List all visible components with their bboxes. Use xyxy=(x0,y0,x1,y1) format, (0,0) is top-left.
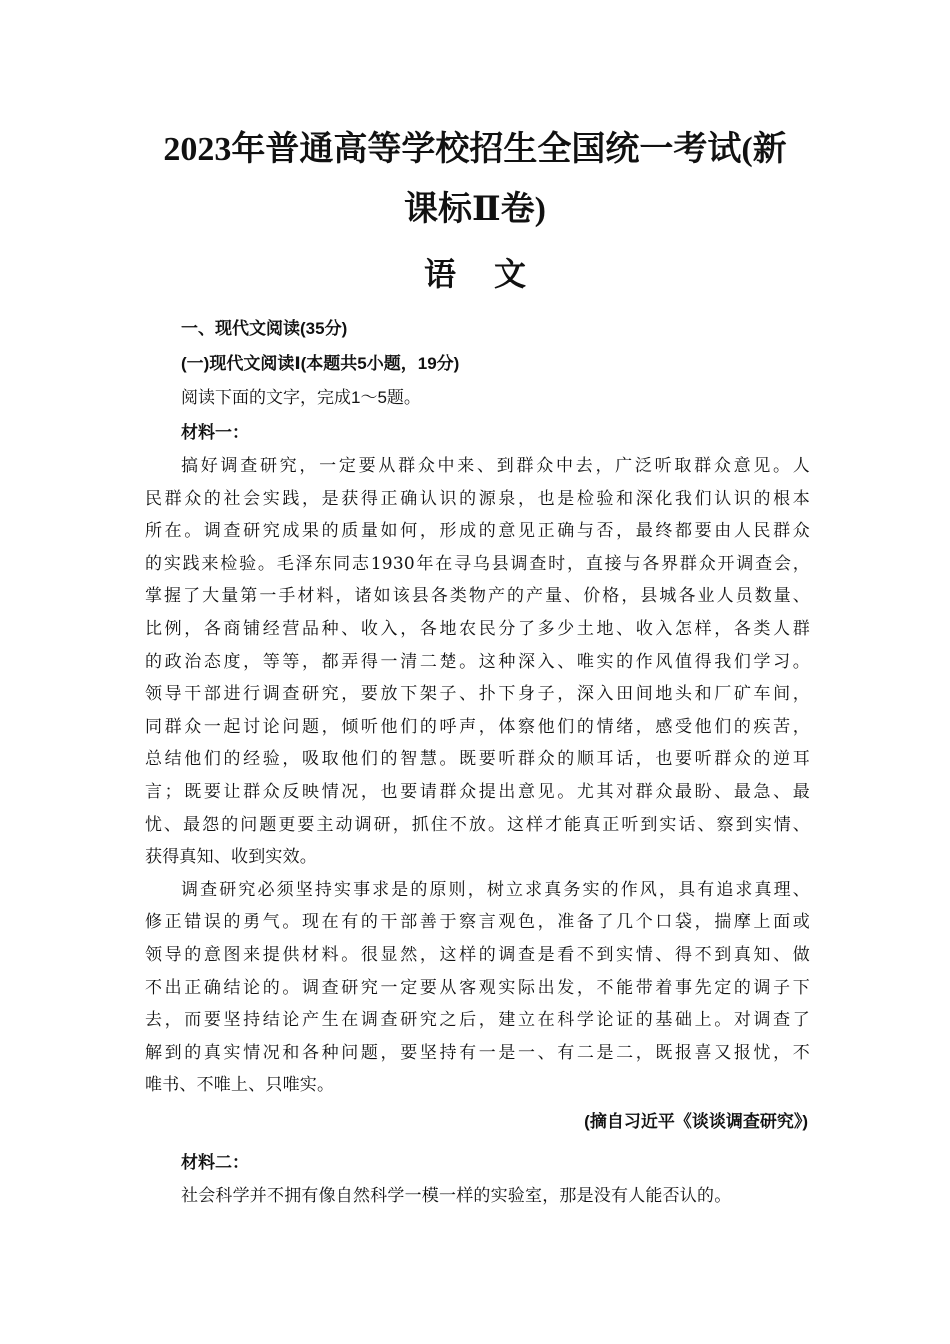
paragraph-line: 的实践来检验。毛泽东同志1930年在寻乌县调查时，直接与各界群众开调查会， xyxy=(145,553,810,574)
exam-title-line-1: 2023年普通高等学校招生全国统一考试(新 xyxy=(163,131,787,168)
exam-title-line-2: 课标Ⅱ卷) xyxy=(404,191,546,228)
subsection-heading: (一)现代文阅读Ⅰ(本题共5小题，19分) xyxy=(181,353,460,373)
paragraph-line: 总结他们的经验，吸取他们的智慧。既要听群众的顺耳话，也要听群众的逆耳 xyxy=(145,749,810,770)
material-one-paragraph-1 xyxy=(145,450,810,874)
subject-title: 语文 xyxy=(423,256,564,292)
paragraph-line: 所在。调查研究成果的质量如何，形成的意见正确与否，最终都要由人民群众 xyxy=(145,521,810,542)
paragraph-line: 获得真知、收到实效。 xyxy=(145,847,317,868)
paragraph-line: 社会科学并不拥有像自然科学一模一样的实验室，那是没有人能否认的。 xyxy=(181,1186,732,1207)
paragraph-line: 忧、最怨的问题更要主动调研，抓住不放。这样才能真正听到实话、察到实情、 xyxy=(145,814,810,835)
material-two-label: 材料二： xyxy=(181,1152,249,1172)
paragraph-line: 调查研究必须坚持实事求是的原则，树立求真务实的作风，具有追求真理、 xyxy=(181,879,810,900)
material-one-paragraph-2 xyxy=(145,874,810,1102)
paragraph-line: 去，而要坚持结论产生在调查研究之后，建立在科学论证的基础上。对调查了 xyxy=(145,1010,810,1031)
paragraph-line: 不出正确结论的。调查研究一定要从客观实际出发，不能带着事先定的调子下 xyxy=(145,977,810,998)
material-one-source: (摘自习近平《谈谈调查研究》) xyxy=(584,1111,808,1131)
exam-content xyxy=(145,312,810,1213)
paragraph-line: 唯书、不唯上、只唯实。 xyxy=(145,1075,335,1096)
section-heading: 一、现代文阅读(35分) xyxy=(181,319,348,338)
paragraph-line: 领导的意图来提供材料。很显然，这样的调查是看不到实情、得不到真知、做 xyxy=(145,944,810,965)
paragraph-line: 民群众的社会实践，是获得正确认识的源泉，也是检验和深化我们认识的根本 xyxy=(145,488,810,509)
material-two-paragraph-1 xyxy=(145,1180,810,1213)
paragraph-line: 同群众一起讨论问题，倾听他们的呼声，体察他们的情绪，感受他们的疾苦， xyxy=(145,716,810,737)
reading-instruction: 阅读下面的文字，完成1～5题。 xyxy=(181,388,421,407)
paragraph-line: 搞好调查研究，一定要从群众中来、到群众中去，广泛听取群众意见。人 xyxy=(181,456,810,476)
paragraph-line: 掌握了大量第一手材料，诸如该县各类物产的产量、价格，县城各业人员数量、 xyxy=(145,586,810,607)
paragraph-line: 解到的真实情况和各种问题，要坚持有一是一、有二是二，既报喜又报忧，不 xyxy=(145,1042,810,1063)
paragraph-line: 修正错误的勇气。现在有的干部善于察言观色，准备了几个口袋，揣摩上面或 xyxy=(145,912,810,933)
material-one-label: 材料一： xyxy=(181,422,249,442)
paragraph-line: 比例，各商铺经营品种、收入，各地农民分了多少土地、收入怎样，各类人群 xyxy=(145,618,810,639)
paragraph-line: 言；既要让群众反映情况，也要请群众提出意见。尤其对群众最盼、最急、最 xyxy=(145,781,810,802)
paragraph-line: 的政治态度，等等，都弄得一清二楚。这种深入、唯实的作风值得我们学习。 xyxy=(145,651,810,672)
paragraph-line: 领导干部进行调查研究，要放下架子、扑下身子，深入田间地头和厂矿车间， xyxy=(145,684,810,705)
